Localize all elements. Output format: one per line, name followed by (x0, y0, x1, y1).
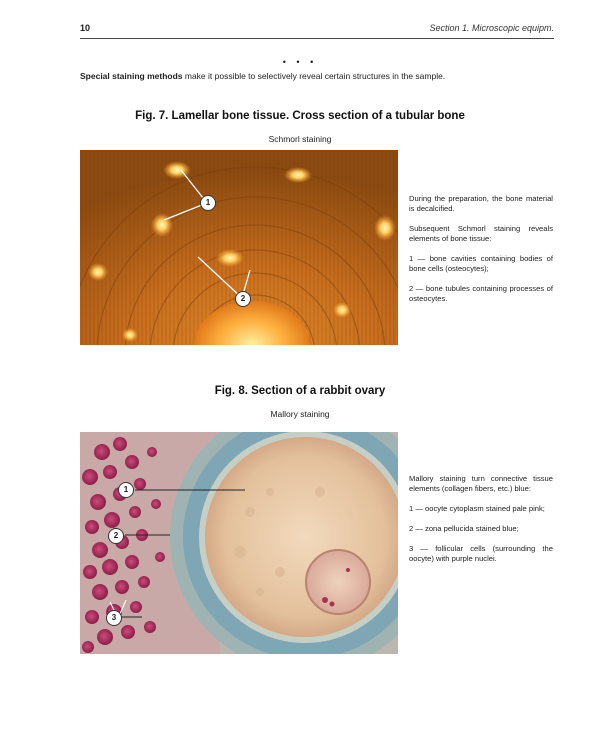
ovary-marker-1: 1 (118, 482, 134, 498)
bone-micrograph (80, 150, 398, 345)
figure-8-description (409, 474, 553, 574)
intro-text: make it possible to selectively reveal certain structures in the sample. (182, 71, 446, 81)
figure-7-desc-line: 1 — bone cavities containing bodies of bone cells (osteocytes); (409, 254, 553, 273)
intro-bold-lead: Special staining methods (80, 71, 183, 81)
bone-marker-1: 1 (200, 195, 216, 211)
figure-7-desc-line: 2 — bone tubules containing processes of osteocytes. (409, 284, 553, 303)
page-number: 10 (80, 23, 91, 33)
figure-8-desc-line: 1 — oocyte cytoplasm stained pale pink; (409, 504, 545, 513)
running-title: Section 1. Microscopic equipm. (429, 23, 554, 33)
figure-7-desc-line: During the preparation, the bone material is decalcified. (409, 194, 553, 213)
figure-7-title: Fig. 7. Lamellar bone tissue. Cross section of a tubular bone (135, 110, 465, 122)
figure-7-description (409, 194, 553, 314)
figure-7-desc-line: Subsequent Schmorl staining reveals elements of bone tissue: (409, 224, 553, 243)
ovary-micrograph (80, 432, 398, 654)
figure-8-desc-line: 3 — follicular cells (surrounding the oocyte) with purple nuclei. (409, 544, 553, 563)
figure-8-desc-line: Mallory staining turn connective tissue elements (collagen fibers, etc.) blue: (409, 474, 553, 493)
figure-8-title: Fig. 8. Section of a rabbit ovary (214, 385, 386, 397)
ovary-marker-2: 2 (108, 528, 124, 544)
intro-paragraph (80, 71, 554, 81)
figure-7-staining: Schmorl staining (268, 134, 332, 144)
figure-8-desc-line: 2 — zona pellucida stained blue; (409, 524, 519, 533)
bone-marker-2: 2 (235, 291, 251, 307)
ovary-marker-3: 3 (106, 610, 122, 626)
page-header (80, 22, 554, 39)
section-separator: • • • (282, 57, 318, 67)
figure-8-staining: Mallory staining (270, 409, 330, 419)
